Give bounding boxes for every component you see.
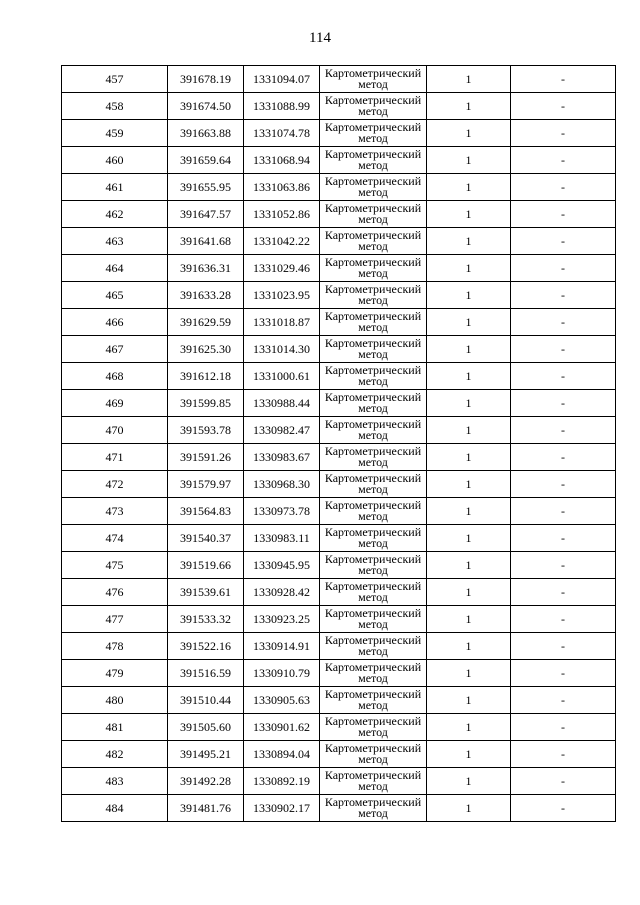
x-coordinate-cell: 391659.64	[168, 147, 244, 174]
method-cell	[320, 93, 427, 120]
note-cell: -	[511, 606, 616, 633]
table-row	[62, 768, 616, 795]
x-coordinate-cell: 391636.31	[168, 255, 244, 282]
x-coordinate-cell: 391564.83	[168, 498, 244, 525]
y-coordinate-cell: 1330973.78	[244, 498, 320, 525]
x-coordinate-cell: 391539.61	[168, 579, 244, 606]
error-cell: 1	[427, 606, 511, 633]
table-row	[62, 444, 616, 471]
x-coordinate-cell: 391641.68	[168, 228, 244, 255]
method-cell	[320, 201, 427, 228]
y-coordinate-cell: 1330928.42	[244, 579, 320, 606]
method-cell	[320, 687, 427, 714]
error-cell: 1	[427, 309, 511, 336]
x-coordinate-cell: 391540.37	[168, 525, 244, 552]
method-cell	[320, 768, 427, 795]
y-coordinate-cell: 1331074.78	[244, 120, 320, 147]
method-line-2: метод	[358, 347, 388, 361]
note-cell: -	[511, 174, 616, 201]
point-number-cell: 463	[62, 228, 168, 255]
method-cell	[320, 282, 427, 309]
error-cell: 1	[427, 228, 511, 255]
method-line-1: Картометрический	[324, 363, 422, 377]
y-coordinate-cell: 1331088.99	[244, 93, 320, 120]
error-cell: 1	[427, 417, 511, 444]
table-row	[62, 714, 616, 741]
method-cell	[320, 606, 427, 633]
note-cell: -	[511, 282, 616, 309]
table-row	[62, 228, 616, 255]
y-coordinate-cell: 1331094.07	[244, 66, 320, 93]
method-line-2: метод	[358, 455, 388, 469]
table-row	[62, 471, 616, 498]
x-coordinate-cell: 391492.28	[168, 768, 244, 795]
y-coordinate-cell: 1331068.94	[244, 147, 320, 174]
x-coordinate-cell: 391629.59	[168, 309, 244, 336]
point-number-cell: 475	[62, 552, 168, 579]
point-number-cell: 484	[62, 795, 168, 822]
point-number-cell: 478	[62, 633, 168, 660]
method-line-2: метод	[358, 698, 388, 712]
note-cell: -	[511, 93, 616, 120]
method-line-1: Картометрический	[324, 282, 422, 296]
method-cell	[320, 147, 427, 174]
point-number-cell: 466	[62, 309, 168, 336]
point-number-cell: 461	[62, 174, 168, 201]
y-coordinate-cell: 1331014.30	[244, 336, 320, 363]
point-number-cell: 459	[62, 120, 168, 147]
point-number-cell: 464	[62, 255, 168, 282]
method-cell	[320, 714, 427, 741]
method-line-1: Картометрический	[324, 201, 422, 215]
y-coordinate-cell: 1330983.67	[244, 444, 320, 471]
point-number-cell: 469	[62, 390, 168, 417]
point-number-cell: 471	[62, 444, 168, 471]
y-coordinate-cell: 1331042.22	[244, 228, 320, 255]
table-row	[62, 363, 616, 390]
method-cell	[320, 579, 427, 606]
error-cell: 1	[427, 93, 511, 120]
y-coordinate-cell: 1330914.91	[244, 633, 320, 660]
error-cell: 1	[427, 795, 511, 822]
table-body	[62, 66, 616, 822]
note-cell: -	[511, 309, 616, 336]
x-coordinate-cell: 391599.85	[168, 390, 244, 417]
note-cell: -	[511, 633, 616, 660]
method-line-2: метод	[358, 644, 388, 658]
point-number-cell: 458	[62, 93, 168, 120]
method-cell	[320, 471, 427, 498]
x-coordinate-cell: 391579.97	[168, 471, 244, 498]
table-row	[62, 741, 616, 768]
method-line-1: Картометрический	[324, 552, 422, 566]
table-row	[62, 660, 616, 687]
x-coordinate-cell: 391505.60	[168, 714, 244, 741]
method-line-1: Картометрический	[324, 174, 422, 188]
method-line-1: Картометрический	[324, 417, 422, 431]
method-cell	[320, 552, 427, 579]
table-row	[62, 390, 616, 417]
method-cell	[320, 309, 427, 336]
point-number-cell: 457	[62, 66, 168, 93]
note-cell: -	[511, 201, 616, 228]
error-cell: 1	[427, 471, 511, 498]
table-row	[62, 66, 616, 93]
method-line-1: Картометрический	[324, 93, 422, 107]
error-cell: 1	[427, 363, 511, 390]
y-coordinate-cell: 1330894.04	[244, 741, 320, 768]
method-line-2: метод	[358, 401, 388, 415]
note-cell: -	[511, 552, 616, 579]
method-line-2: метод	[358, 239, 388, 253]
method-line-1: Картометрический	[324, 741, 422, 755]
method-line-1: Картометрический	[324, 120, 422, 134]
table-row	[62, 201, 616, 228]
method-line-1: Картометрический	[324, 390, 422, 404]
table-row	[62, 633, 616, 660]
y-coordinate-cell: 1330988.44	[244, 390, 320, 417]
x-coordinate-cell: 391510.44	[168, 687, 244, 714]
method-line-1: Картометрический	[324, 255, 422, 269]
method-line-1: Картометрический	[324, 795, 422, 809]
method-line-2: метод	[358, 374, 388, 388]
method-line-2: метод	[358, 617, 388, 631]
error-cell: 1	[427, 147, 511, 174]
y-coordinate-cell: 1331023.95	[244, 282, 320, 309]
method-cell	[320, 444, 427, 471]
method-line-2: метод	[358, 752, 388, 766]
note-cell: -	[511, 120, 616, 147]
table-row	[62, 147, 616, 174]
table-row	[62, 309, 616, 336]
error-cell: 1	[427, 174, 511, 201]
method-line-2: метод	[358, 806, 388, 820]
method-line-2: метод	[358, 131, 388, 145]
note-cell: -	[511, 444, 616, 471]
method-line-2: метод	[358, 428, 388, 442]
error-cell: 1	[427, 741, 511, 768]
point-number-cell: 477	[62, 606, 168, 633]
error-cell: 1	[427, 498, 511, 525]
error-cell: 1	[427, 66, 511, 93]
note-cell: -	[511, 579, 616, 606]
x-coordinate-cell: 391533.32	[168, 606, 244, 633]
table-row	[62, 282, 616, 309]
note-cell: -	[511, 714, 616, 741]
y-coordinate-cell: 1331000.61	[244, 363, 320, 390]
method-line-2: метод	[358, 320, 388, 334]
y-coordinate-cell: 1330910.79	[244, 660, 320, 687]
method-cell	[320, 255, 427, 282]
y-coordinate-cell: 1330983.11	[244, 525, 320, 552]
point-number-cell: 483	[62, 768, 168, 795]
error-cell: 1	[427, 525, 511, 552]
note-cell: -	[511, 471, 616, 498]
note-cell: -	[511, 687, 616, 714]
method-line-2: метод	[358, 671, 388, 685]
coordinates-table	[61, 65, 616, 822]
note-cell: -	[511, 768, 616, 795]
note-cell: -	[511, 66, 616, 93]
x-coordinate-cell: 391633.28	[168, 282, 244, 309]
x-coordinate-cell: 391655.95	[168, 174, 244, 201]
method-line-1: Картометрический	[324, 579, 422, 593]
method-line-2: метод	[358, 185, 388, 199]
y-coordinate-cell: 1330902.17	[244, 795, 320, 822]
y-coordinate-cell: 1330923.25	[244, 606, 320, 633]
point-number-cell: 481	[62, 714, 168, 741]
point-number-cell: 473	[62, 498, 168, 525]
method-line-1: Картометрический	[324, 633, 422, 647]
method-cell	[320, 525, 427, 552]
method-line-1: Картометрический	[324, 687, 422, 701]
method-line-2: метод	[358, 590, 388, 604]
y-coordinate-cell: 1331029.46	[244, 255, 320, 282]
method-line-2: метод	[358, 725, 388, 739]
method-line-1: Картометрический	[324, 768, 422, 782]
page-number: 114	[309, 30, 331, 46]
method-line-1: Картометрический	[324, 66, 422, 80]
note-cell: -	[511, 795, 616, 822]
note-cell: -	[511, 417, 616, 444]
x-coordinate-cell: 391591.26	[168, 444, 244, 471]
point-number-cell: 462	[62, 201, 168, 228]
error-cell: 1	[427, 120, 511, 147]
error-cell: 1	[427, 714, 511, 741]
y-coordinate-cell: 1330901.62	[244, 714, 320, 741]
error-cell: 1	[427, 390, 511, 417]
y-coordinate-cell: 1331052.86	[244, 201, 320, 228]
method-line-2: метод	[358, 266, 388, 280]
method-cell	[320, 633, 427, 660]
method-line-2: метод	[358, 104, 388, 118]
method-line-2: метод	[358, 779, 388, 793]
x-coordinate-cell: 391516.59	[168, 660, 244, 687]
method-cell	[320, 228, 427, 255]
method-cell	[320, 498, 427, 525]
error-cell: 1	[427, 255, 511, 282]
method-cell	[320, 120, 427, 147]
table-row	[62, 120, 616, 147]
x-coordinate-cell: 391625.30	[168, 336, 244, 363]
method-line-1: Картометрический	[324, 606, 422, 620]
point-number-cell: 476	[62, 579, 168, 606]
table-row	[62, 417, 616, 444]
note-cell: -	[511, 390, 616, 417]
y-coordinate-cell: 1330892.19	[244, 768, 320, 795]
method-line-1: Картометрический	[324, 444, 422, 458]
x-coordinate-cell: 391593.78	[168, 417, 244, 444]
method-line-1: Картометрический	[324, 336, 422, 350]
table-row	[62, 606, 616, 633]
x-coordinate-cell: 391674.50	[168, 93, 244, 120]
method-line-1: Картометрический	[324, 309, 422, 323]
error-cell: 1	[427, 282, 511, 309]
error-cell: 1	[427, 768, 511, 795]
point-number-cell: 465	[62, 282, 168, 309]
error-cell: 1	[427, 444, 511, 471]
y-coordinate-cell: 1331063.86	[244, 174, 320, 201]
method-line-2: метод	[358, 293, 388, 307]
y-coordinate-cell: 1330945.95	[244, 552, 320, 579]
x-coordinate-cell: 391522.16	[168, 633, 244, 660]
table-row	[62, 795, 616, 822]
y-coordinate-cell: 1330968.30	[244, 471, 320, 498]
point-number-cell: 467	[62, 336, 168, 363]
method-line-1: Картометрический	[324, 147, 422, 161]
point-number-cell: 468	[62, 363, 168, 390]
table-row	[62, 255, 616, 282]
x-coordinate-cell: 391647.57	[168, 201, 244, 228]
method-cell	[320, 741, 427, 768]
method-line-1: Картометрический	[324, 660, 422, 674]
point-number-cell: 470	[62, 417, 168, 444]
method-line-1: Картометрический	[324, 471, 422, 485]
point-number-cell: 482	[62, 741, 168, 768]
table-row	[62, 93, 616, 120]
method-cell	[320, 66, 427, 93]
method-cell	[320, 174, 427, 201]
method-line-2: метод	[358, 536, 388, 550]
method-line-2: метод	[358, 212, 388, 226]
x-coordinate-cell: 391612.18	[168, 363, 244, 390]
note-cell: -	[511, 741, 616, 768]
table-row	[62, 498, 616, 525]
x-coordinate-cell: 391495.21	[168, 741, 244, 768]
table-row	[62, 552, 616, 579]
method-cell	[320, 660, 427, 687]
note-cell: -	[511, 228, 616, 255]
method-cell	[320, 336, 427, 363]
error-cell: 1	[427, 633, 511, 660]
method-line-1: Картометрический	[324, 525, 422, 539]
error-cell: 1	[427, 336, 511, 363]
table-row	[62, 336, 616, 363]
table-row	[62, 579, 616, 606]
method-cell	[320, 363, 427, 390]
method-cell	[320, 390, 427, 417]
table-row	[62, 687, 616, 714]
table-row	[62, 174, 616, 201]
point-number-cell: 479	[62, 660, 168, 687]
note-cell: -	[511, 255, 616, 282]
method-line-2: метод	[358, 482, 388, 496]
error-cell: 1	[427, 687, 511, 714]
method-line-1: Картометрический	[324, 714, 422, 728]
y-coordinate-cell: 1331018.87	[244, 309, 320, 336]
point-number-cell: 472	[62, 471, 168, 498]
method-line-2: метод	[358, 77, 388, 91]
point-number-cell: 480	[62, 687, 168, 714]
method-line-1: Картометрический	[324, 498, 422, 512]
note-cell: -	[511, 363, 616, 390]
x-coordinate-cell: 391663.88	[168, 120, 244, 147]
note-cell: -	[511, 336, 616, 363]
method-line-2: метод	[358, 509, 388, 523]
x-coordinate-cell: 391519.66	[168, 552, 244, 579]
table-row	[62, 525, 616, 552]
error-cell: 1	[427, 579, 511, 606]
error-cell: 1	[427, 552, 511, 579]
method-cell	[320, 417, 427, 444]
point-number-cell: 474	[62, 525, 168, 552]
x-coordinate-cell: 391678.19	[168, 66, 244, 93]
error-cell: 1	[427, 201, 511, 228]
y-coordinate-cell: 1330905.63	[244, 687, 320, 714]
x-coordinate-cell: 391481.76	[168, 795, 244, 822]
method-line-2: метод	[358, 563, 388, 577]
note-cell: -	[511, 498, 616, 525]
note-cell: -	[511, 660, 616, 687]
method-cell	[320, 795, 427, 822]
error-cell: 1	[427, 660, 511, 687]
note-cell: -	[511, 147, 616, 174]
note-cell: -	[511, 525, 616, 552]
method-line-1: Картометрический	[324, 228, 422, 242]
point-number-cell: 460	[62, 147, 168, 174]
y-coordinate-cell: 1330982.47	[244, 417, 320, 444]
method-line-2: метод	[358, 158, 388, 172]
